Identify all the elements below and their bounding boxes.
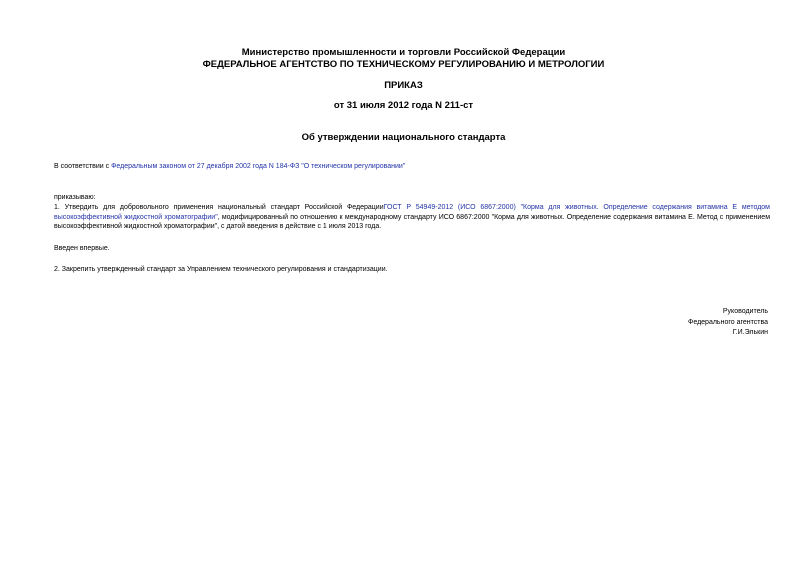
basis-prefix: В соответствии с — [54, 163, 112, 170]
document-header — [0, 47, 807, 71]
paragraph-order: приказываю: — [54, 194, 96, 201]
signature-block — [688, 307, 768, 339]
paragraph-item-1 — [54, 203, 770, 232]
federal-law-link[interactable]: Федеральным законом от 27 декабря 2002 года N 184-ФЗ "О техническом регулировании" — [111, 163, 406, 170]
signature-name: Г.И.Элькин — [732, 329, 768, 336]
item-1-suffix: , модифицированный по отношению к международному стандарту ИСО 6867:2000 "Корма для животных. Определение содержания витамина Е. Метод с применением высокоэффективной жидкостной хроматографии", с датой введения в действие с 1 июля 2013 года. — [54, 213, 771, 230]
paragraph-item-2: 2. Закрепить утвержденный стандарт за Управлением технического регулирования и стандартизации. — [54, 266, 388, 273]
signature-title-1: Руководитель — [722, 308, 768, 315]
paragraph-basis — [54, 162, 770, 172]
document-date-number: от 31 июля 2012 года N 211-ст — [333, 100, 474, 111]
document-subject: Об утверждении национального стандарта — [301, 132, 506, 143]
signature-title-2: Федерального агентства — [688, 318, 768, 326]
agency-title: ФЕДЕРАЛЬНОЕ АГЕНТСТВО ПО ТЕХНИЧЕСКОМУ РЕГУЛИРОВАНИЮ И МЕТРОЛОГИИ — [202, 59, 605, 70]
paragraph-introduced: Введен впервые. — [54, 245, 110, 252]
gost-standard-link[interactable]: ГОСТ Р 54949-2012 (ИСО 6867:2000) "Корма для животных. Определение содержания витамина Е методом высокоэффективной жидкостной хроматографии" — [54, 204, 770, 221]
item-1-prefix: 1. Утвердить для добровольного применения национальный стандарт Российской Федерации — [54, 204, 384, 211]
document-type: ПРИКАЗ — [384, 80, 423, 91]
ministry-title: Министерство промышленности и торговли Российской Федерации — [241, 47, 566, 58]
